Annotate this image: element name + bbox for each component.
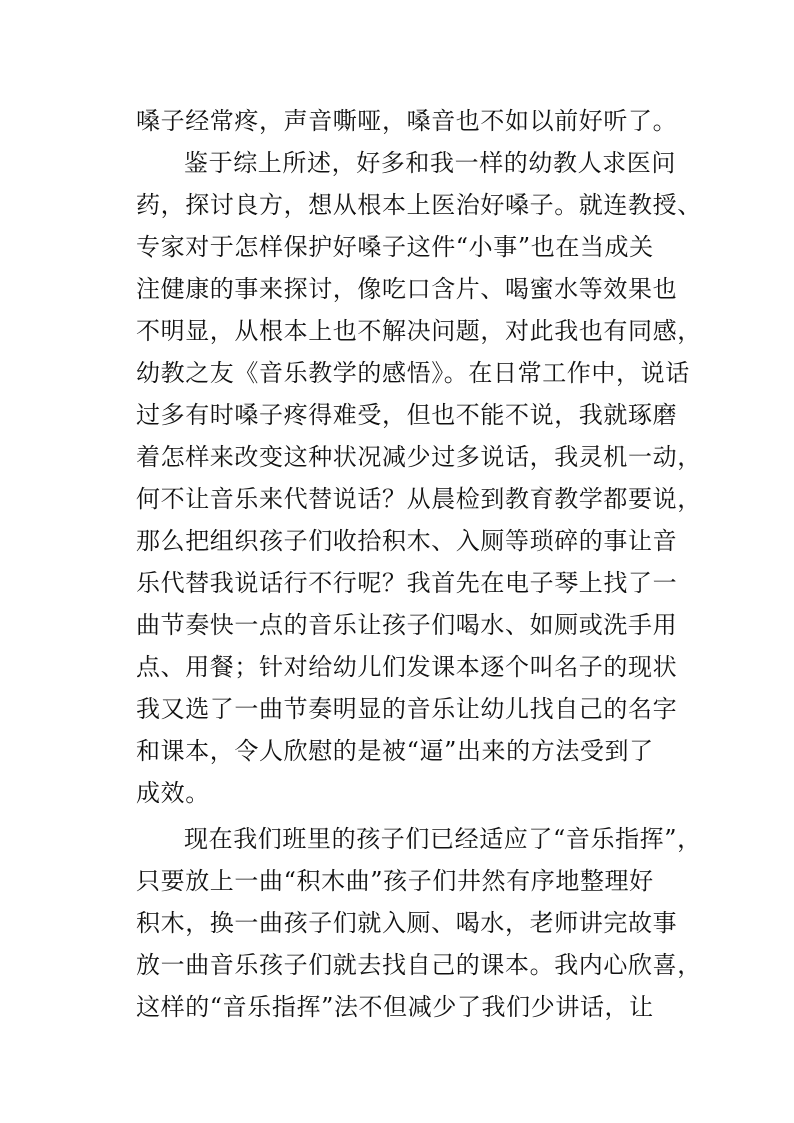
text-line: 注健康的事来探讨，像吃口含片、喝蜜水等效果也 <box>136 275 678 303</box>
text-line: 积木，换一曲孩子们就入厕、喝水，老师讲完故事 <box>136 909 678 937</box>
text-line: 我又选了一曲节奏明显的音乐让幼儿找自己的名字 <box>136 695 678 723</box>
text-line: 只要放上一曲“积木曲”孩子们井然有序地整理好 <box>136 867 654 895</box>
text-line: 何不让音乐来代替说话？从晨检到教育教学都要说， <box>136 485 702 513</box>
text-line: 乐代替我说话行不行呢？我首先在电子琴上找了一 <box>136 569 678 597</box>
text-line: 着怎样来改变这种状况减少过多说话，我灵机一动， <box>136 443 702 471</box>
text-line: 曲节奏快一点的音乐让孩子们喝水、如厕或洗手用 <box>136 611 678 639</box>
text-line: 和课本，令人欣慰的是被“逼”出来的方法受到了 <box>136 737 654 765</box>
text-line: 点、用餐；针对给幼儿们发课本逐个叫名子的现状 <box>136 653 678 681</box>
text-line: 现在我们班里的孩子们已经适应了“音乐指挥”， <box>184 825 702 853</box>
text-line: 过多有时嗓子疼得难受，但也不能不说，我就琢磨 <box>136 401 678 429</box>
text-line: 幼教之友《音乐教学的感悟》。在日常工作中，说话 <box>136 359 690 387</box>
text-line: 嗓子经常疼，声音嘶哑，嗓音也不如以前好听了。 <box>136 107 678 135</box>
text-line: 药，探讨良方，想从根本上医治好嗓子。就连教授、 <box>136 191 702 219</box>
text-line: 鉴于综上所述，好多和我一样的幼教人求医问 <box>184 149 676 177</box>
text-line: 放一曲音乐孩子们就去找自己的课本。我内心欣喜， <box>136 951 702 979</box>
text-line: 成效。 <box>136 779 210 807</box>
text-line: 专家对于怎样保护好嗓子这件“小事”也在当成关 <box>136 233 654 261</box>
text-line: 这样的“音乐指挥”法不但减少了我们少讲话，让 <box>136 993 654 1021</box>
text-line: 不明显，从根本上也不解决问题，对此我也有同感， <box>136 317 702 345</box>
text-line: 那么把组织孩子们收拾积木、入厕等琐碎的事让音 <box>136 527 678 555</box>
